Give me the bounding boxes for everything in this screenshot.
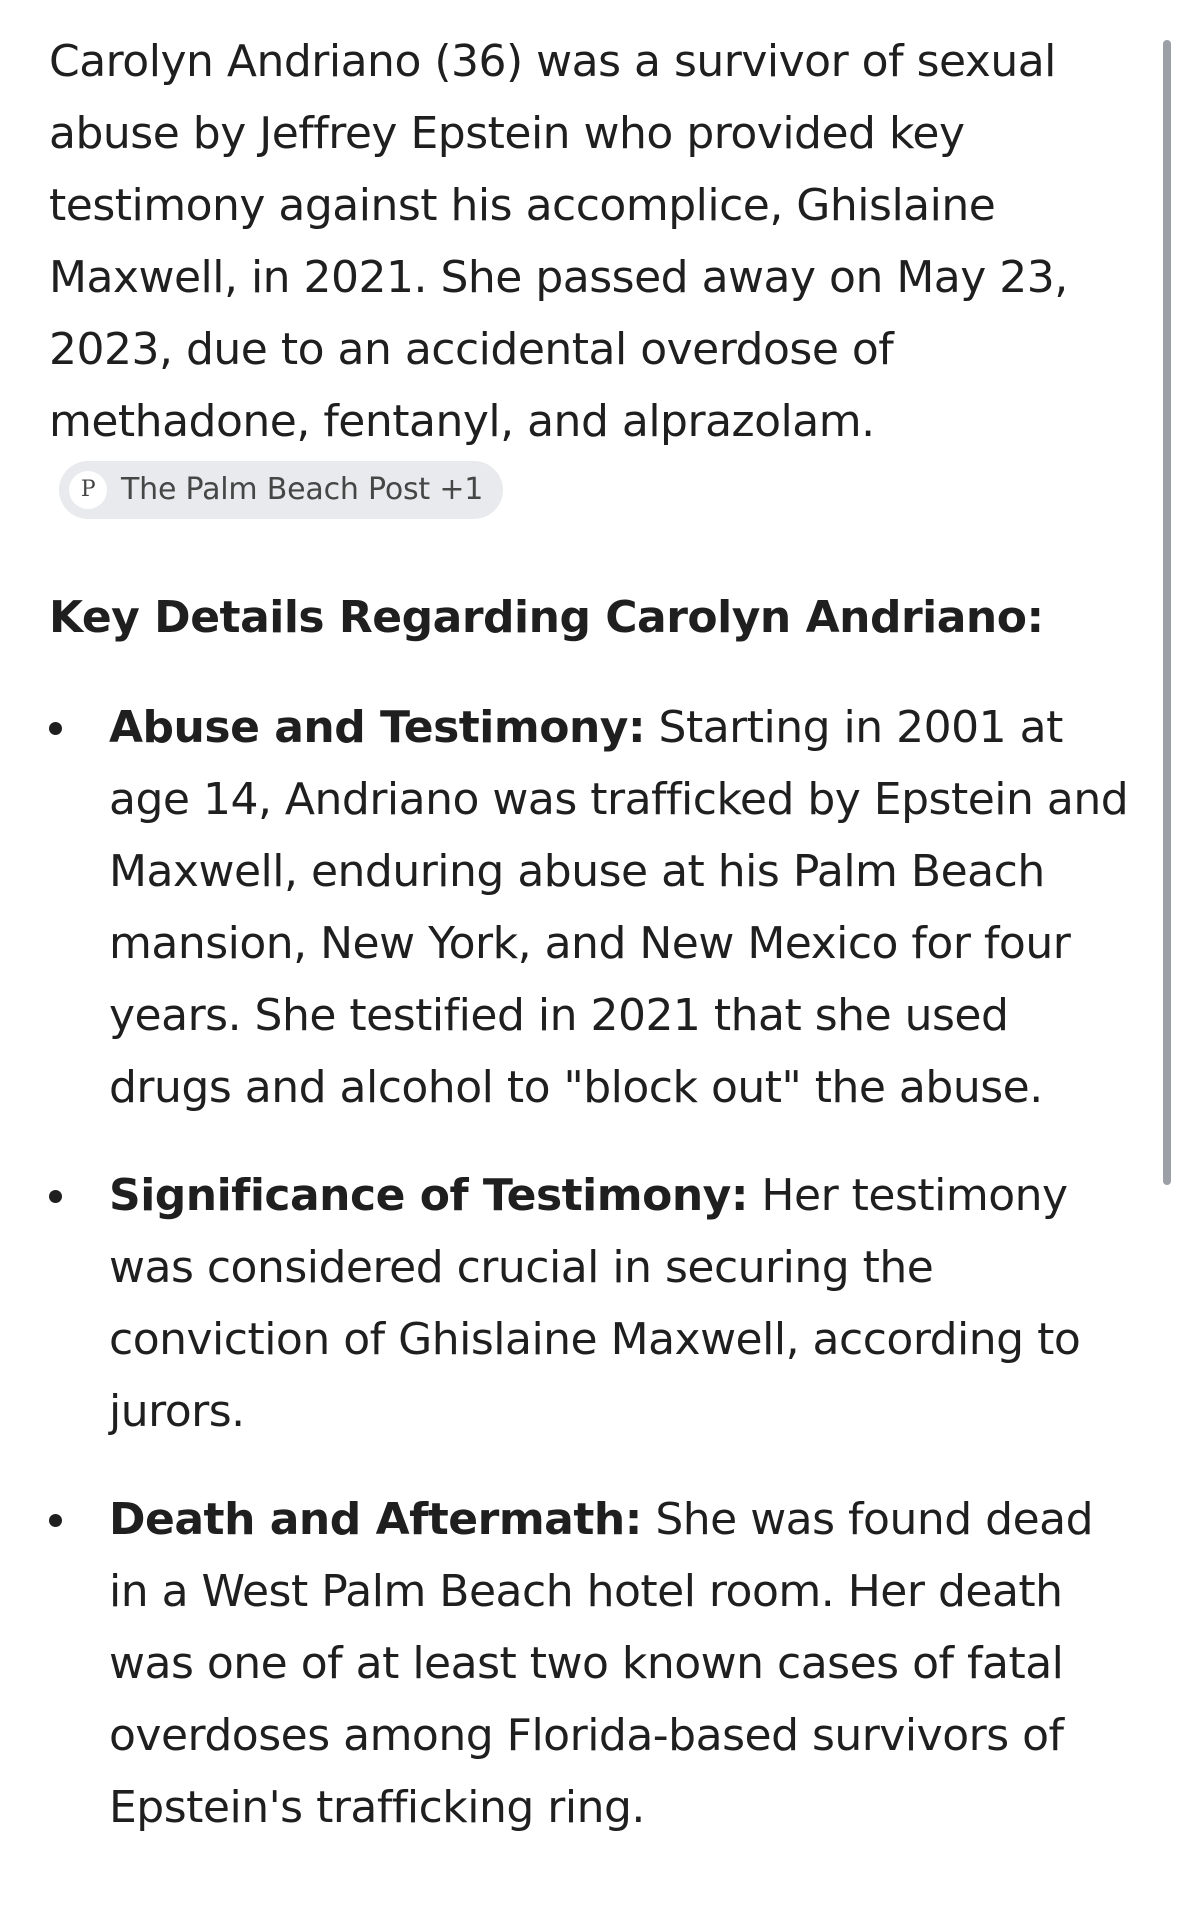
- intro-text: Carolyn Andriano (36) was a survivor of sexual abuse by Jeffrey Epstein who provided key testimony against his accomplice, Ghislaine Maxwell, in 2021. She passed away on May 23, 2023, due to an accidental overdose of methadone, fentanyl, and alprazolam.: [49, 36, 1068, 447]
- list-item-text: Her testimony was considered crucial in securing the conviction of Ghislaine Maxwell, according to jurors.: [109, 1170, 1081, 1437]
- bullet-icon: [49, 1190, 62, 1203]
- list-item-text: Starting in 2001 at age 14, Andriano was trafficked by Epstein and Maxwell, enduring abuse at his Palm Beach mansion, New York, and New Mexico for four years. She testified in 2021 that she used drugs and alcohol to "block out" the abuse.: [109, 702, 1129, 1113]
- section-heading: Key Details Regarding Carolyn Andriano:: [49, 592, 1044, 643]
- list-item-term: Abuse and Testimony:: [109, 702, 646, 753]
- intro-paragraph: [49, 26, 1139, 530]
- bullet-icon: [49, 722, 62, 735]
- list-item: [49, 1160, 1139, 1448]
- answer-content: [49, 26, 1139, 1880]
- palm-beach-post-logo-icon: P: [69, 471, 107, 509]
- list-item: [49, 1484, 1139, 1844]
- list-item-term: Death and Aftermath:: [109, 1494, 642, 1545]
- list-item-term: Significance of Testimony:: [109, 1170, 748, 1221]
- details-list: [49, 692, 1139, 1844]
- source-chip-label: The Palm Beach Post +1: [121, 472, 484, 507]
- scrollbar[interactable]: [1163, 40, 1171, 1185]
- list-item-text: She was found dead in a West Palm Beach hotel room. Her death was one of at least two known cases of fatal overdoses among Florida-based survivors of Epstein's trafficking ring.: [109, 1494, 1094, 1833]
- list-item: [49, 692, 1139, 1124]
- source-chip[interactable]: [59, 461, 503, 519]
- bullet-icon: [49, 1514, 62, 1527]
